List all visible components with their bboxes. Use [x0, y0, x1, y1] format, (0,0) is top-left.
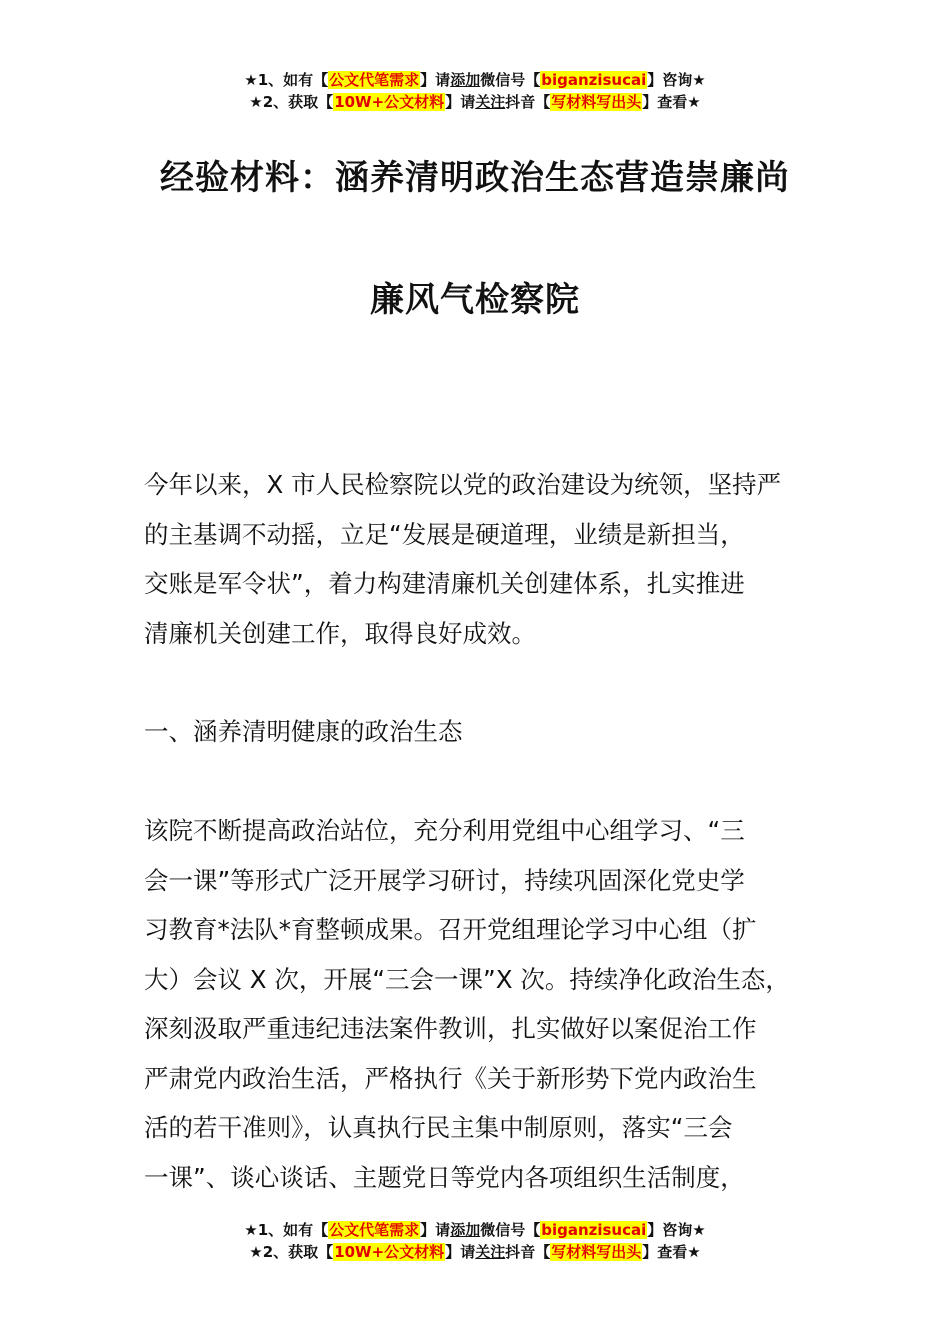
text-line: 交账是军令状”，着力构建清廉机关创建体系，扎实推进 [144, 569, 745, 598]
highlight-wechat-id: biganzisucai [541, 1221, 647, 1239]
text-line: 今年以来，X 市人民检察院以党的政治建设为统领，坚持严 [144, 470, 782, 499]
document-title-line-2: 廉风气检察院 [370, 280, 580, 320]
promo-line-2: ★2、获取【10W+公文材料】请关注抖音【写材料写出头】查看★ [249, 1243, 701, 1261]
document-title-line-1: 经验材料：涵养清明政治生态营造崇廉尚 [160, 158, 790, 198]
promo-line-1: ★1、如有【公文代笔需求】请添加微信号【biganzisucai】咨询★ [244, 71, 706, 89]
promo-banner-bottom [0, 1219, 950, 1263]
text-line: 大）会议 X 次，开展“三会一课”X 次。持续净化政治生态， [144, 964, 790, 994]
text-line: 活的若干准则》，认真执行民主集中制原则，落实“三会 [144, 1113, 733, 1142]
highlight-materials: 10W+公文材料 [334, 1243, 445, 1261]
highlight-service: 公文代笔需求 [329, 71, 420, 89]
highlight-douyin-account: 写材料写出头 [551, 93, 642, 111]
promo-line-1: ★1、如有【公文代笔需求】请添加微信号【biganzisucai】咨询★ [244, 1221, 706, 1239]
highlight-wechat-id: biganzisucai [541, 71, 647, 89]
paragraph-section-1 [144, 806, 834, 1202]
section-heading-1: 一、涵养清明健康的政治生态 [144, 717, 463, 746]
text-line: 清廉机关创建工作，取得良好成效。 [144, 618, 536, 648]
text-line: 习教育*法队*育整顿成果。召开党组理论学习中心组（扩 [144, 915, 757, 944]
text-line: 的主基调不动摇，立足“发展是硬道理，业绩是新担当， [144, 519, 745, 549]
promo-banner-top [0, 69, 950, 113]
paragraph-intro [144, 460, 834, 658]
text-line: 深刻汲取严重违纪违法案件教训，扎实做好以案促治工作 [144, 1014, 757, 1043]
text-line: 该院不断提高政治站位，充分利用党组中心组学习、“三 [144, 816, 745, 845]
text-line: 一课”、谈心谈话、主题党日等党内各项组织生活制度， [144, 1162, 745, 1192]
highlight-douyin-account: 写材料写出头 [551, 1243, 642, 1261]
promo-line-2: ★2、获取【10W+公文材料】请关注抖音【写材料写出头】查看★ [249, 93, 701, 111]
text-line: 严肃党内政治生活，严格执行《关于新形势下党内政治生 [144, 1063, 757, 1093]
text-line: 会一课”等形式广泛开展学习研讨，持续巩固深化党史学 [144, 865, 745, 895]
highlight-materials: 10W+公文材料 [334, 93, 445, 111]
highlight-service: 公文代笔需求 [329, 1221, 420, 1239]
